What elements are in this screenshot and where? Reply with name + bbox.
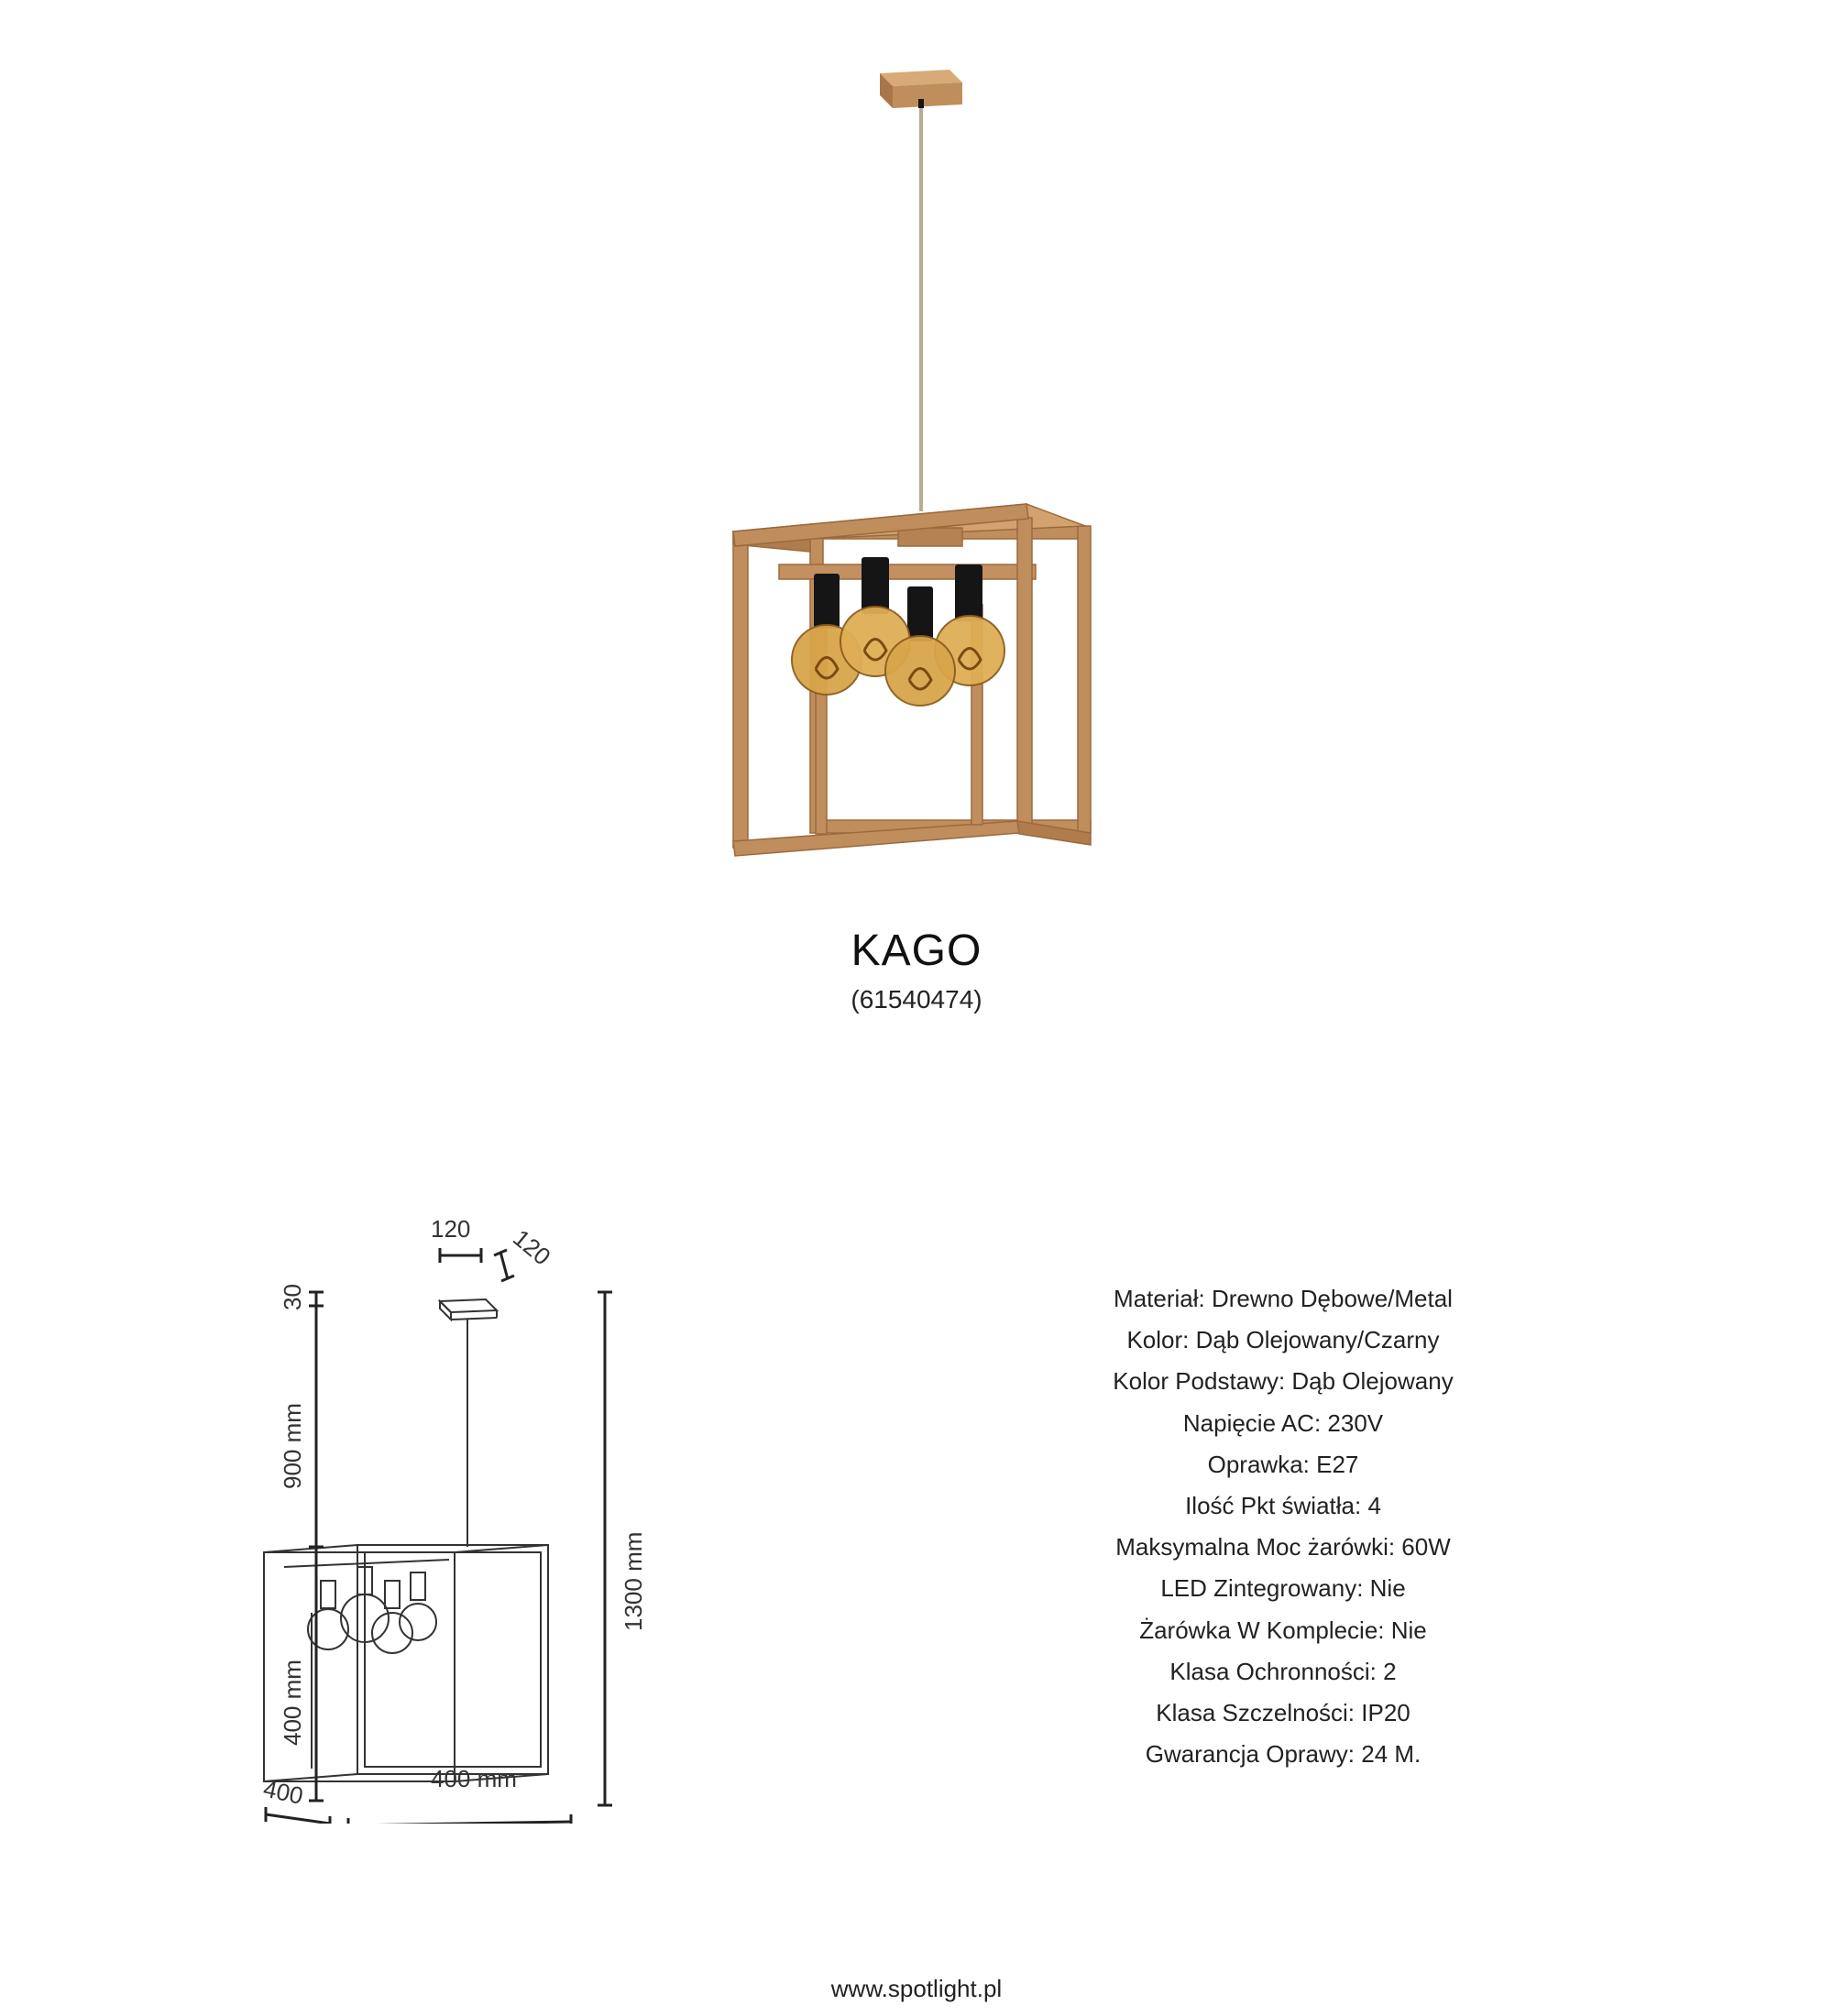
- dim-body-height: 400 mm: [279, 1660, 306, 1746]
- dim-cable-length: 900 mm: [279, 1403, 306, 1489]
- footer-url[interactable]: www.spotlight.pl: [830, 1975, 1003, 2002]
- diagram-bulbs: [308, 1567, 436, 1653]
- spec-material: Materiał: Drewno Dębowe/Metal: [1114, 1285, 1453, 1312]
- dim-depth: 400: [260, 1774, 306, 1810]
- dim-canopy-height: 30: [279, 1284, 306, 1310]
- spec-voltage: Napięcie AC: 230V: [1182, 1408, 1384, 1437]
- spec-socket: Oprawka: E27: [1207, 1450, 1359, 1478]
- spec-warranty: Gwarancja Oprawy: 24 M.: [1145, 1740, 1421, 1769]
- product-code: (61540474): [851, 985, 982, 1013]
- diagram-cube: [264, 1545, 548, 1781]
- spec-protection-class: Klasa Ochronności: 2: [1169, 1657, 1397, 1685]
- spec-list: [1008, 1278, 1558, 1775]
- dim-canopy-width: 120: [431, 1219, 471, 1243]
- dimension-diagram: [257, 1219, 697, 1824]
- dim-width: 400 mm: [431, 1765, 517, 1792]
- spec-ip-rating: Klasa Szczelności: IP20: [1156, 1699, 1410, 1727]
- product-photo: [697, 55, 1136, 880]
- ceiling-canopy: [880, 70, 962, 108]
- spec-bulb-included: Żarówka W Komplecie: Nie: [1139, 1616, 1427, 1644]
- dim-canopy-depth: 120: [508, 1223, 556, 1271]
- spec-led: LED Zintegrowany: Nie: [1160, 1574, 1406, 1603]
- spec-light-points: Ilość Pkt światła: 4: [1185, 1492, 1381, 1520]
- spec-base-color: Kolor Podstawy: Dąb Olejowany: [1113, 1367, 1454, 1396]
- product-title: KAGO: [851, 926, 982, 975]
- spec-color: Kolor: Dąb Olejowany/Czarny: [1126, 1326, 1440, 1354]
- dim-total-height: 1300 mm: [620, 1531, 647, 1631]
- spec-max-power: Maksymalna Moc żarówki: 60W: [1115, 1533, 1451, 1561]
